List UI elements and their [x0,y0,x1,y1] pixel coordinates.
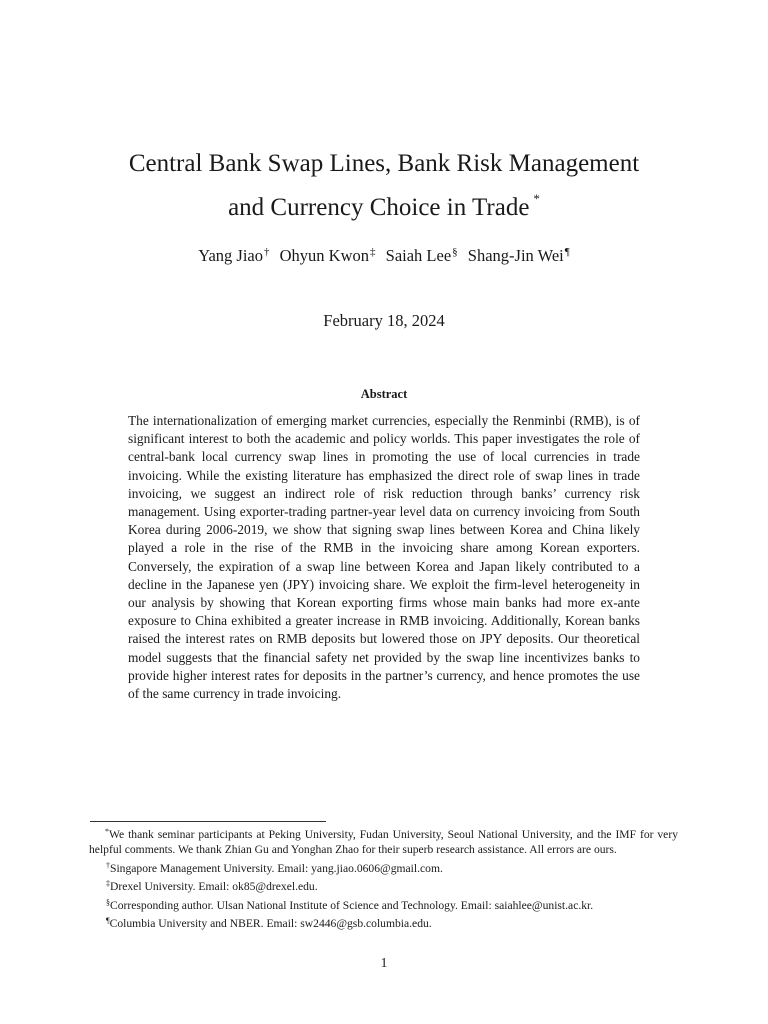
footnote-text: Columbia University and NBER. Email: sw2446@gsb.columbia.edu. [109,917,432,931]
footnote-mark: ¶ [106,916,110,926]
title-line-1: Central Bank Swap Lines, Bank Risk Management [128,150,640,177]
author-name: Saiah Lee [385,246,452,265]
footnote-mark: ‡ [106,879,110,889]
footnote-text: Corresponding author. Ulsan National Institute of Science and Technology. Email: saiahlee@unist.ac.kr. [110,898,594,912]
footnote-mark: § [106,897,110,907]
title-footnote-mark: * [533,191,540,206]
footnote-author-3 [90,895,678,913]
footnotes [90,824,678,931]
author-footnote-mark: † [264,246,270,258]
abstract-heading: Abstract [360,387,408,401]
author-2 [280,246,376,265]
author-name: Yang Jiao [198,246,264,265]
footnote-text: Drexel University. Email: ok85@drexel.edu. [110,880,318,894]
footnote-author-2 [90,876,678,894]
paper-date: February 18, 2024 [323,311,445,330]
footnote-mark: † [106,860,110,870]
author-name: Shang-Jin Wei [467,246,564,265]
footnote-text: Singapore Management University. Email: yang.jiao.0606@gmail.com. [110,861,443,875]
footnote-acknowledgements [89,824,678,858]
title-line-2-text: and Currency Choice in Trade [228,194,530,221]
paper-title [60,146,708,225]
author-footnote-mark: ¶ [564,246,570,258]
author-list [60,246,708,266]
footnote-divider [90,821,326,822]
author-footnote-mark: § [452,246,458,258]
author-1 [198,246,269,265]
title-line-2 [60,181,708,225]
footnote-author-4 [90,913,678,931]
footnote-mark: * [105,827,109,836]
author-3 [386,246,458,265]
page-number: 1 [380,955,388,970]
footnote-author-1 [90,858,678,876]
author-name: Ohyun Kwon [279,246,370,265]
abstract-text: The internationalization of emerging market currencies, especially the Renminbi (RMB), is of significant interest to both the academic and policy worlds. This paper investigates the role of central-bank local currency swap lines in promoting the use of local currencies in trade invoicing. While the existing literature has emphasized the direct role of swap lines in trade invoicing, we suggest an indirect role of risk reduction through banks’ currency risk management. Using exporter-trading partner-year level data on currency invoicing from South Korea during 2006-2019, we show that signing swap lines between Korea and China likely played a role in the rise of the RMB in the invoicing share among Korean exporters. Conversely, the expiration of a swap line between Korea and Japan likely contributed to a decline in the Japanese yen (JPY) invoicing share. We exploit the firm-level heterogeneity in our analysis by showing that Korean exporting firms whose main banks had more ex-ante exposure to China exhibited a greater increase in RMB invoicing. Additionally, Korean banks raised the interest rates on RMB deposits but lowered those on JPY deposits. Our theoretical model suggests that the financial safety net provided by the swap line incentivizes banks to provide higher interest rates for deposits in the partner’s currency, and hence promotes the use of the same currency in trade invoicing. [128,413,640,702]
author-footnote-mark: ‡ [370,246,376,258]
author-4 [468,246,570,265]
footnote-text: We thank seminar participants at Peking University, Fudan University, Seoul National University, and the IMF for very helpful comments. We thank Zhian Gu and Yonghan Zhao for their superb research assistance. All errors are ours. [89,828,678,857]
